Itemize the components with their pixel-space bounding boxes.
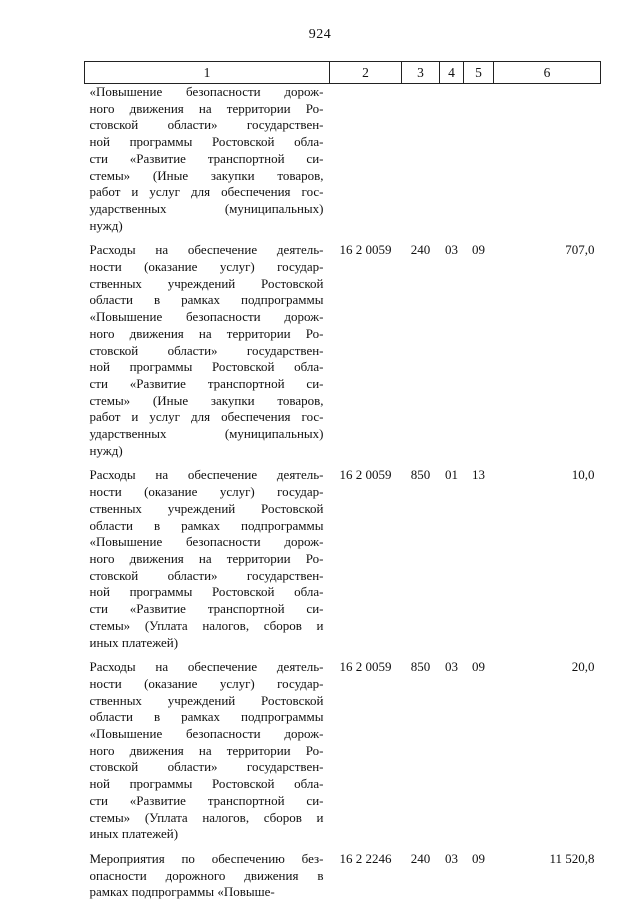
header-col-1: 1: [85, 62, 330, 84]
expense-type-code: 240: [410, 850, 431, 866]
description-line: ности (оказание услуг) государ-: [89, 484, 324, 500]
description-line: ного движения на территории Ро-: [89, 100, 324, 116]
subsection-code: 09: [472, 659, 485, 675]
description-line: ной программы Ростовской обла-: [89, 584, 324, 600]
description-line: Расходы на обеспечение деятель-: [89, 242, 324, 258]
description-line: Расходы на обеспечение деятель-: [89, 467, 324, 483]
description-line: ударственных (муниципальных): [89, 200, 324, 216]
description-line: ности (оказание услуг) государ-: [89, 675, 324, 691]
description-line: иных платежей): [89, 634, 179, 650]
description-line: сти «Развитие транспортной си-: [89, 792, 324, 808]
description-line: ственных учреждений Ростовской: [89, 692, 324, 708]
subsection-code: 13: [472, 467, 485, 483]
row-spacer-cell: [85, 843, 601, 851]
table-row: [85, 242, 601, 459]
amount-value: 20,0: [571, 659, 595, 675]
expense-type-code: 850: [410, 659, 431, 675]
description-line: стовской области» государствен-: [89, 567, 324, 583]
expense-description: [85, 659, 330, 843]
target-article-code: 16 2 0059: [339, 659, 392, 675]
description-line: ного движения на территории Ро-: [89, 325, 324, 341]
description-line: стовской области» государствен-: [89, 117, 324, 133]
target-article-code: 16 2 0059: [339, 467, 392, 483]
description-line: стемы» (Уплата налогов, сборов и: [89, 809, 324, 825]
description-line: области в рамках подпрограммы: [89, 292, 324, 308]
description-line: рамках подпрограммы «Повыше-: [89, 884, 275, 900]
table-row: [85, 84, 601, 235]
description-line: сти «Развитие транспортной си-: [89, 601, 324, 617]
description-line: нужд): [89, 442, 123, 458]
subsection-code: [464, 84, 494, 235]
section-code: 01: [445, 467, 458, 483]
amount-value: 707,0: [565, 242, 595, 258]
section-code: 03: [445, 659, 458, 675]
description-line: опасности дорожного движения в: [89, 867, 324, 883]
description-line: Расходы на обеспечение деятель-: [89, 659, 324, 675]
table-row: [85, 659, 601, 843]
description-line: области в рамках подпрограммы: [89, 709, 324, 725]
expense-type-code: 850: [410, 467, 431, 483]
amount-value: 10,0: [571, 467, 595, 483]
description-line: работ и услуг для обеспечения гос-: [89, 409, 324, 425]
expense-description: [85, 851, 330, 901]
header-col-4: 4: [440, 62, 464, 84]
description-line: области в рамках подпрограммы: [89, 517, 324, 533]
description-line: ной программы Ростовской обла-: [89, 134, 324, 150]
description-line: стемы» (Иные закупки товаров,: [89, 392, 324, 408]
table-row: [85, 851, 601, 901]
description-line: сти «Развитие транспортной си-: [89, 375, 324, 391]
description-line: сти «Развитие транспортной си-: [89, 150, 324, 166]
header-col-5: 5: [464, 62, 494, 84]
subsection-code: 09: [472, 242, 485, 258]
description-line: ности (оказание услуг) государ-: [89, 259, 324, 275]
amount-value: [494, 84, 601, 235]
target-article-code: [330, 84, 402, 235]
header-col-3: 3: [402, 62, 440, 84]
table-body: [85, 84, 601, 902]
description-line: ственных учреждений Ростовской: [89, 500, 324, 516]
description-line: ной программы Ростовской обла-: [89, 359, 324, 375]
expense-type-code: [402, 84, 440, 235]
expense-description: [85, 467, 330, 651]
expense-description: [85, 242, 330, 459]
description-line: стовской области» государствен-: [89, 342, 324, 358]
description-line: стовской области» государствен-: [89, 759, 324, 775]
description-line: ного движения на территории Ро-: [89, 742, 324, 758]
table-header-row: [85, 62, 601, 84]
description-line: стемы» (Иные закупки товаров,: [89, 167, 324, 183]
description-line: работ и услуг для обеспечения гос-: [89, 184, 324, 200]
section-code: 03: [445, 242, 458, 258]
description-line: «Повышение безопасности дорож-: [89, 84, 324, 99]
expense-description: [85, 84, 330, 235]
target-article-code: 16 2 0059: [339, 242, 392, 258]
section-code: 03: [445, 850, 458, 866]
description-line: стемы» (Уплата налогов, сборов и: [89, 617, 324, 633]
target-article-code: 16 2 2246: [339, 850, 392, 866]
budget-table: [84, 61, 601, 901]
row-spacer: [85, 651, 601, 659]
description-line: Мероприятия по обеспечению без-: [89, 850, 324, 866]
row-spacer: [85, 234, 601, 242]
header-col-6: 6: [494, 62, 601, 84]
row-spacer-cell: [85, 651, 601, 659]
table-row: [85, 467, 601, 651]
header-col-2: 2: [330, 62, 402, 84]
description-line: «Повышение безопасности дорож-: [89, 309, 324, 325]
subsection-code: 09: [472, 850, 485, 866]
row-spacer: [85, 459, 601, 467]
section-code: [440, 84, 464, 235]
description-line: ного движения на территории Ро-: [89, 550, 324, 566]
row-spacer: [85, 843, 601, 851]
description-line: «Повышение безопасности дорож-: [89, 534, 324, 550]
description-line: нужд): [89, 217, 123, 233]
page-number: 924: [308, 27, 332, 42]
description-line: ударственных (муниципальных): [89, 426, 324, 442]
description-line: «Повышение безопасности дорож-: [89, 726, 324, 742]
description-line: ной программы Ростовской обла-: [89, 776, 324, 792]
row-spacer-cell: [85, 234, 601, 242]
row-spacer-cell: [85, 459, 601, 467]
expense-type-code: 240: [410, 242, 431, 258]
description-line: ственных учреждений Ростовской: [89, 275, 324, 291]
description-line: иных платежей): [89, 826, 179, 842]
amount-value: 11 520,8: [549, 850, 595, 866]
